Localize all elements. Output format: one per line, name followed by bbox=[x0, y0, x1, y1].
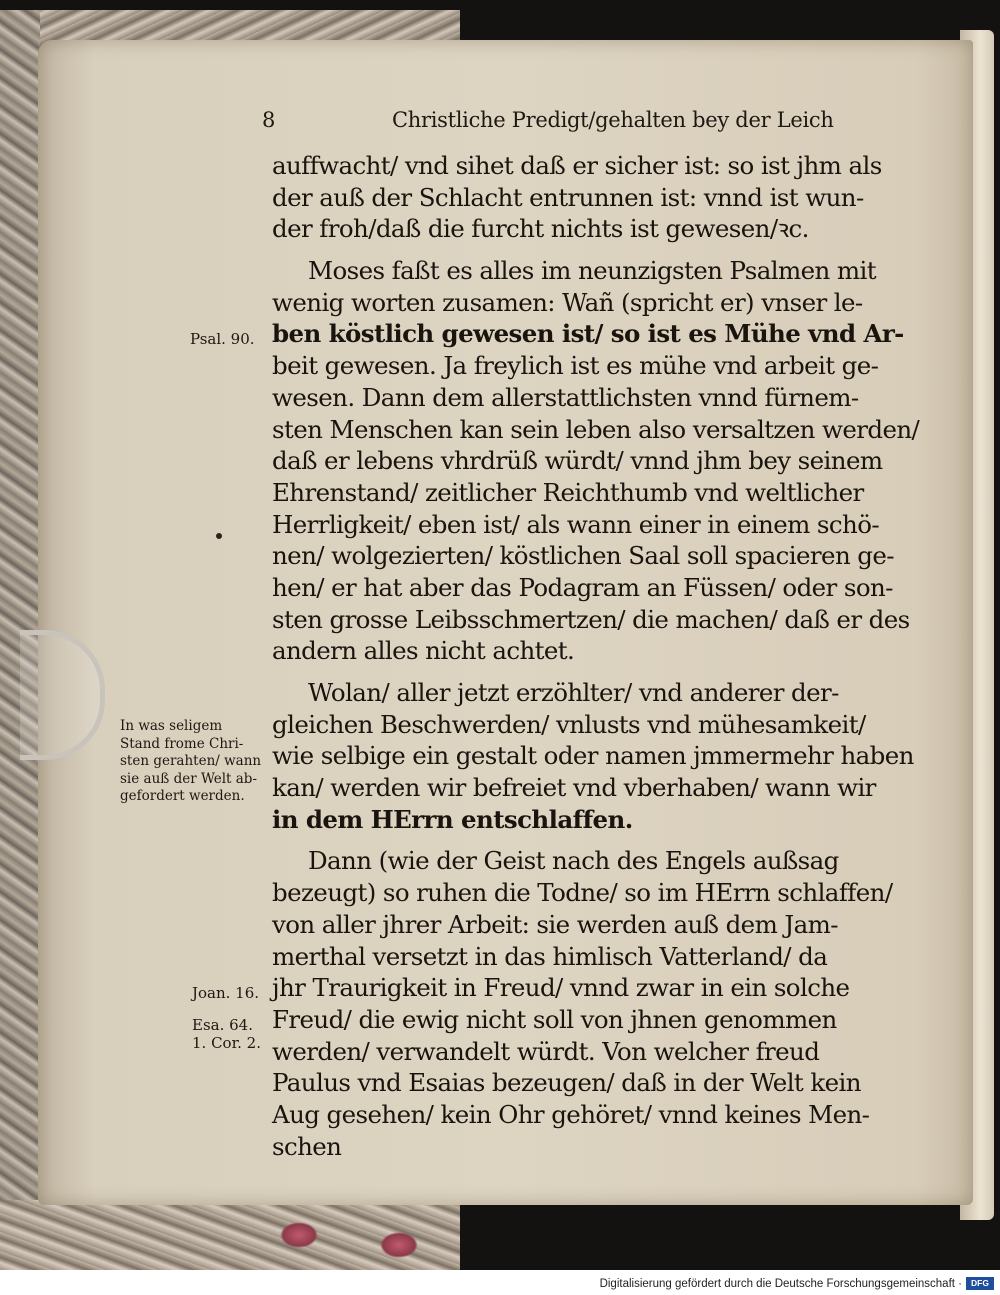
text-line: ben köstlich gewesen ist/ so ist es Mühe vnd Ar- bbox=[272, 319, 904, 349]
marginal-note-block bbox=[120, 718, 261, 806]
running-head: Christliche Predigt/gehalten bey der Leich bbox=[392, 108, 834, 132]
text-line: der froh/daß die furcht nichts ist gewesen/ꝛc. bbox=[272, 214, 809, 244]
dfg-logo: DFG bbox=[966, 1277, 994, 1290]
text-line: Freud/ die ewig nicht soll von jhnen genommen bbox=[272, 1004, 837, 1034]
text-line: Aug gesehen/ kein Ohr gehöret/ vnnd keines Men- bbox=[272, 1099, 870, 1129]
text-line: daß er lebens vhrdrüß würdt/ vnnd jhm bey seinem bbox=[272, 446, 883, 476]
cover-stain bbox=[280, 1222, 318, 1248]
text-line: bezeugt) so ruhen die Todne/ so im HErrn schlaffen/ bbox=[272, 878, 893, 908]
body-text bbox=[272, 150, 920, 1162]
page-number: 8 bbox=[262, 108, 276, 132]
marginal-note-line: In was seligem bbox=[120, 718, 223, 734]
cover-stain bbox=[380, 1232, 418, 1258]
marginal-note-line: sie auß der Welt ab- bbox=[120, 770, 258, 787]
text-line: werden/ verwandelt würdt. Von welcher freud bbox=[272, 1036, 820, 1066]
text-line: gleichen Beschwerden/ vnlusts vnd mühesamkeit/ bbox=[272, 709, 866, 739]
text-line: Paulus vnd Esaias bezeugen/ daß in der Welt kein bbox=[272, 1068, 861, 1098]
text-line: Dann (wie der Geist nach des Engels außsag bbox=[308, 846, 839, 876]
text-line: der auß der Schlacht entrunnen ist: vnnd ist wun- bbox=[272, 182, 864, 212]
text-line: Moses faßt es alles im neunzigsten Psalmen mit bbox=[308, 256, 876, 286]
text-line: kan/ werden wir befreiet vnd vberhaben/ wann wir bbox=[272, 773, 876, 803]
text-line: sten Menschen kan sein leben also versaltzen werden/ bbox=[272, 414, 920, 444]
marginal-note-cor: 1. Cor. 2. bbox=[192, 1034, 261, 1052]
text-line: hen/ er hat aber das Podagram an Füssen/ oder son- bbox=[272, 572, 893, 602]
footer-bar bbox=[0, 1272, 1000, 1295]
marginal-note-joan: Joan. 16. bbox=[192, 984, 260, 1002]
text-line: auffwacht/ vnd sihet daß er sicher ist: so ist jhm als bbox=[272, 151, 882, 180]
text-line: wesen. Dann dem allerstattlichsten vnnd fürnem- bbox=[272, 382, 859, 412]
paragraph-gap bbox=[272, 835, 897, 845]
text-line: beit gewesen. Ja freylich ist es mühe vnd arbeit ge- bbox=[272, 351, 879, 381]
marginal-note-esa-cor bbox=[192, 1016, 261, 1052]
paragraph-gap bbox=[272, 667, 897, 677]
text-line: nen/ wolgezierten/ köstlichen Saal soll spacieren ge- bbox=[272, 541, 894, 571]
text-line: wenig worten zusamen: Wañ (spricht er) vnser le- bbox=[272, 287, 863, 317]
text-line: jhr Traurigkeit in Freud/ vnnd zwar in ein solche bbox=[272, 973, 850, 1003]
paragraph-gap bbox=[272, 245, 897, 255]
footer-credit: Digitalisierung gefördert durch die Deutsche Forschungsgemeinschaft · bbox=[599, 1278, 962, 1290]
text-line: schen bbox=[272, 1131, 342, 1161]
marginal-note-psalm: Psal. 90. bbox=[190, 330, 255, 348]
margin-dot bbox=[216, 533, 222, 539]
text-line: von aller jhrer Arbeit: sie werden auß dem Jam- bbox=[272, 909, 838, 939]
text-line: Herrligkeit/ eben ist/ als wann einer in einem schö- bbox=[272, 509, 880, 539]
text-line: merthal versetzt in das himlisch Vatterland/ da bbox=[272, 941, 828, 971]
page-header bbox=[262, 100, 912, 140]
marginal-note-line: gefordert werden. bbox=[120, 788, 245, 804]
marginal-note-esa: Esa. 64. bbox=[192, 1016, 253, 1034]
text-line: wie selbige ein gestalt oder namen jmmermehr haben bbox=[272, 741, 914, 771]
text-line: in dem HErrn entschlaffen. bbox=[272, 804, 633, 834]
text-line: andern alles nicht achtet. bbox=[272, 636, 575, 666]
text-line: Wolan/ aller jetzt erzöhlter/ vnd anderer der- bbox=[308, 678, 839, 707]
marginal-note-line: sten gerahten/ wann bbox=[120, 753, 262, 769]
text-line: Ehrenstand/ zeitlicher Reichthumb vnd weltlicher bbox=[272, 477, 864, 507]
marginal-note-line: Stand frome Chri- bbox=[120, 735, 244, 752]
text-line: sten grosse Leibsschmertzen/ die machen/ daß er des bbox=[272, 604, 910, 634]
